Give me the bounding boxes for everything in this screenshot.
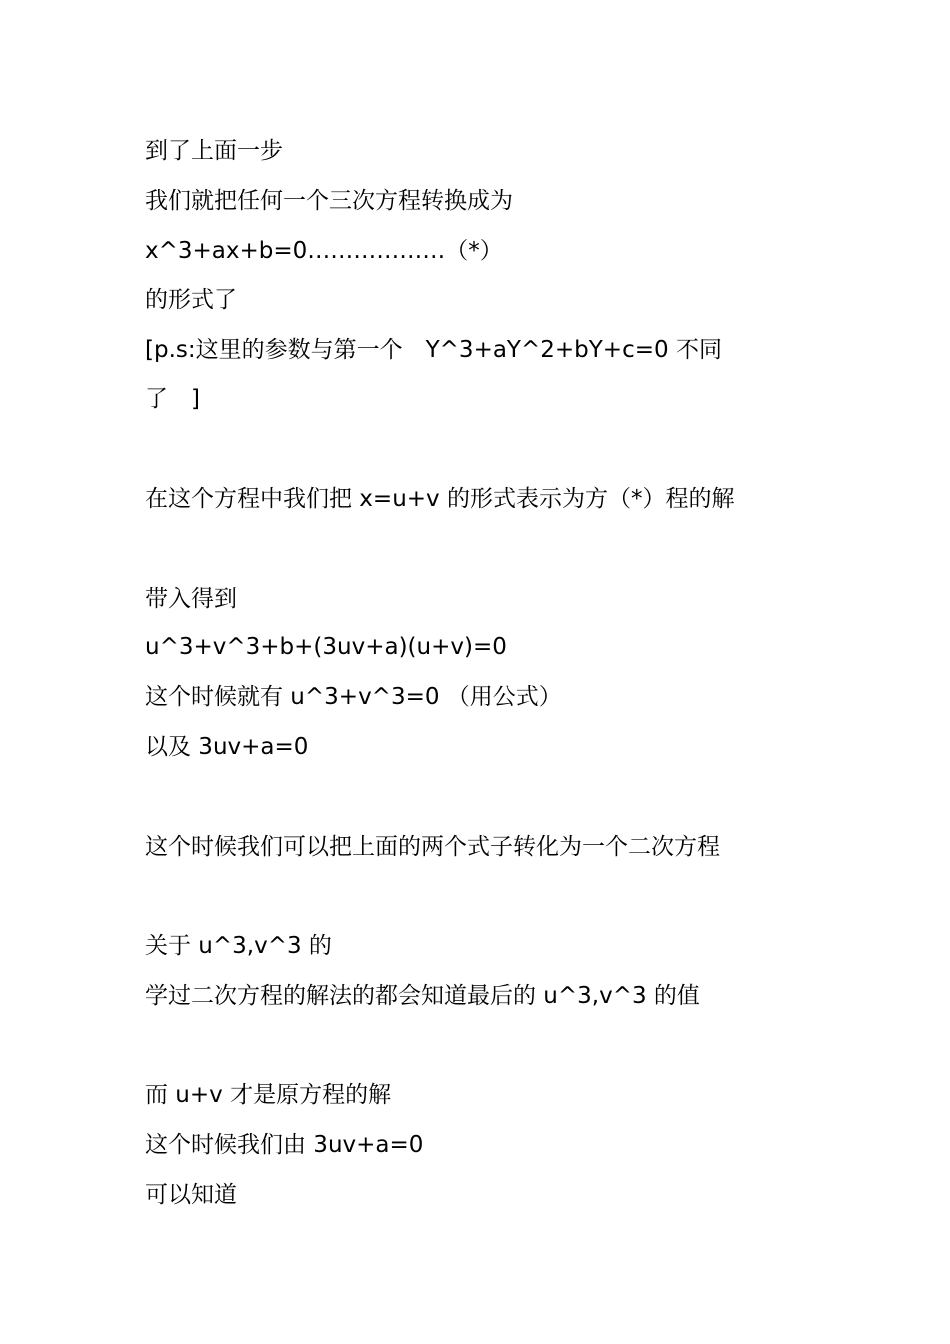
text-line: 学过二次方程的解法的都会知道最后的 u^3,v^3 的值	[145, 983, 700, 1009]
equation-line: u^3+v^3+b+(3uv+a)(u+v)=0	[145, 634, 507, 660]
text-line: 到了上面一步	[145, 138, 283, 164]
text-line: 关于 u^3,v^3 的	[145, 933, 332, 959]
text-line: 在这个方程中我们把 x=u+v 的形式表示为方（*）程的解	[145, 486, 735, 512]
text-line: 的形式了	[145, 287, 237, 313]
text-line: 我们就把任何一个三次方程转换成为	[145, 188, 513, 214]
text-line: 这个时候我们可以把上面的两个式子转化为一个二次方程	[145, 834, 720, 860]
equation-line: x^3+ax+b=0………………（*）	[145, 238, 503, 264]
note-line: 了 ]	[145, 386, 200, 412]
text-line: 以及 3uv+a=0	[145, 734, 309, 760]
text-line: 可以知道	[145, 1182, 237, 1208]
text-line: 这个时候我们由 3uv+a=0	[145, 1132, 424, 1158]
text-line: 而 u+v 才是原方程的解	[145, 1082, 392, 1108]
note-line: [p.s:这里的参数与第一个 Y^3+aY^2+bY+c=0 不同	[145, 337, 722, 363]
text-line: 带入得到	[145, 586, 237, 612]
text-line: 这个时候就有 u^3+v^3=0 （用公式）	[145, 684, 562, 710]
